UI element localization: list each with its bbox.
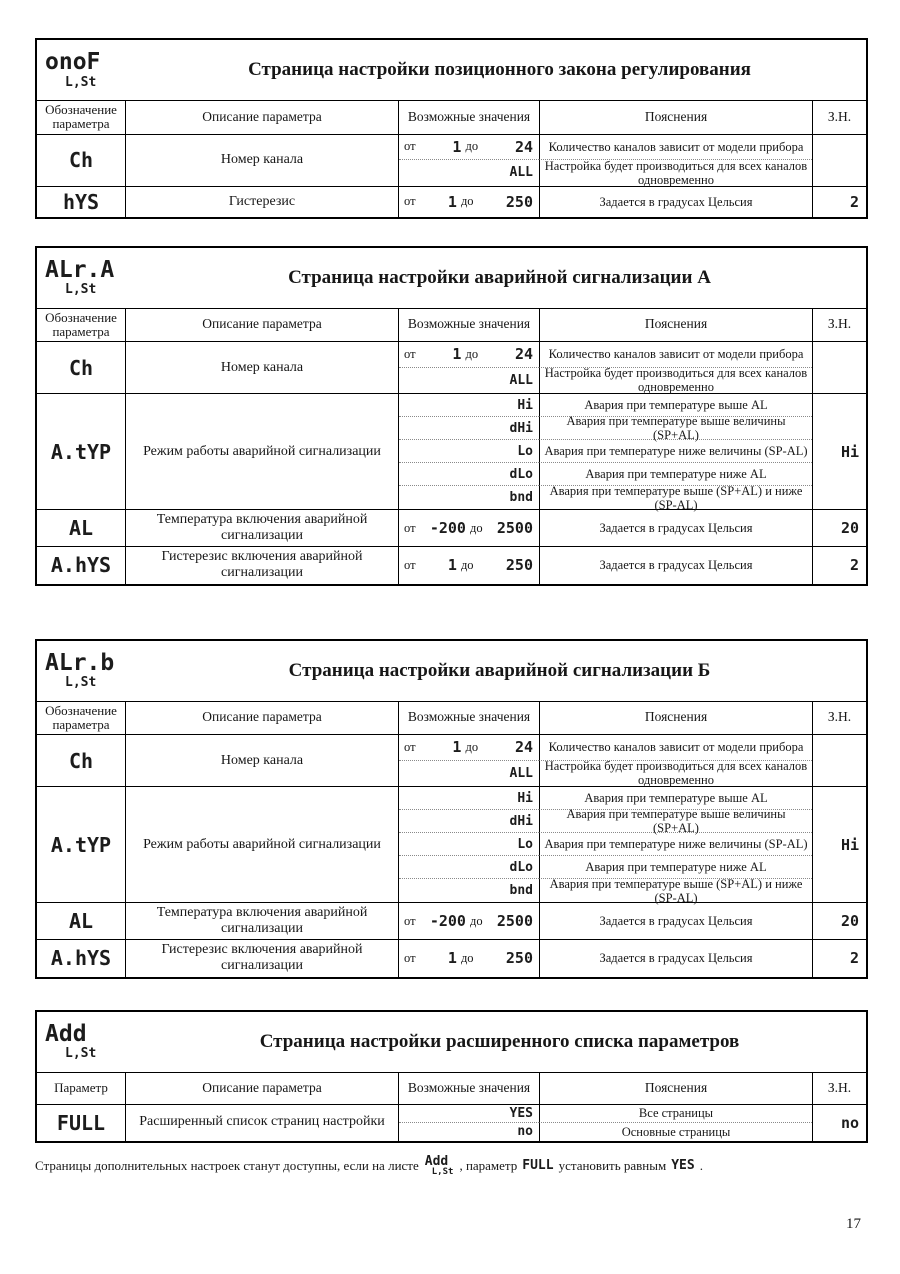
possible-values-cell [399, 879, 539, 902]
table-title-block [37, 248, 866, 308]
range-to-label: до [465, 139, 479, 154]
param-display-value: Ch [68, 355, 94, 380]
note-cell: Авария при температуре ниже AL [539, 463, 812, 486]
description-cell: Режим работы аварийной сигнализации [125, 394, 398, 509]
footnote-text-before: Страницы дополнительных настроек станут доступны, если на листе [35, 1157, 419, 1173]
table-row [37, 134, 866, 186]
note-cell: Задается в градусах Цельсия [539, 903, 812, 939]
range-from-value: 1 [447, 556, 457, 575]
values-notes-cell [398, 1105, 812, 1141]
range-from-value: 1 [447, 192, 457, 211]
note-cell: Авария при температуре ниже величины (SP-AL) [539, 833, 812, 856]
value-subrow [399, 547, 812, 583]
option-value: ALL [509, 372, 533, 388]
param-display-value: A.tYP [50, 439, 112, 464]
range-to-value: 24 [514, 345, 533, 364]
option-value: Lo [517, 836, 533, 852]
param-cell [37, 1105, 125, 1141]
description-cell: Гистерезис включения аварийной сигнализации [125, 547, 398, 583]
value-subrow [399, 510, 812, 546]
table-row [37, 734, 866, 786]
footnote-text-after: установить равным [558, 1157, 667, 1173]
column-header: Описание параметра [125, 101, 398, 134]
default-value-cell [812, 547, 866, 583]
param-display-value: Ch [68, 748, 94, 773]
settings-table [35, 1010, 868, 1143]
page-label-bottom: L,St [65, 282, 97, 298]
table-row [37, 341, 866, 393]
note-cell: Количество каналов зависит от модели прибора [539, 135, 812, 161]
table-row [37, 186, 866, 217]
range-to-value: 2500 [496, 519, 533, 538]
description-cell: Расширенный список страниц настройки [125, 1105, 398, 1141]
possible-values-cell [399, 903, 539, 939]
value-subrow [399, 1123, 812, 1141]
page-content [35, 38, 868, 1177]
page-label [37, 46, 133, 93]
value-subrow [399, 1105, 812, 1123]
column-header: Описание параметра [125, 309, 398, 342]
possible-values-cell [399, 833, 539, 856]
option-value: dHi [509, 813, 533, 829]
column-header: Возможные значения [398, 101, 539, 134]
table-title: Страница настройки расширенного списка параметров [259, 1030, 740, 1052]
settings-table [35, 38, 868, 219]
value-subrow [399, 833, 812, 856]
range-from-value: 1 [452, 738, 462, 757]
note-cell: Настройка будет производиться для всех каналов одновременно [539, 761, 812, 787]
range-from-label: от [404, 139, 416, 154]
seg-label-list: L,St [431, 1166, 454, 1177]
range-mid-group [430, 912, 483, 930]
param-cell [37, 394, 125, 509]
table-header-row [37, 701, 866, 735]
default-display-value: 20 [840, 519, 859, 538]
possible-values-cell [399, 187, 539, 217]
table-row [37, 786, 866, 905]
values-notes-cell [398, 787, 812, 905]
footnote-text-end: . [699, 1157, 703, 1173]
param-display-value: Ch [68, 148, 94, 173]
column-header: З.Н. [812, 309, 866, 342]
param-display-value: A.tYP [50, 832, 112, 857]
default-value-cell [812, 135, 866, 186]
param-display-value: A.hYS [50, 553, 112, 578]
note-cell: Авария при температуре выше (SP+AL) и ниже (SP-AL) [539, 486, 812, 509]
range-to-value: 2500 [496, 912, 533, 931]
tables-container [35, 38, 868, 1143]
possible-values-cell [399, 547, 539, 583]
range-to-label: до [469, 913, 483, 928]
range-to-value: 250 [505, 556, 533, 575]
value-subrow [399, 414, 812, 443]
default-value-cell [812, 940, 866, 976]
note-cell: Задается в градусах Цельсия [539, 510, 812, 546]
description-cell: Температура включения аварийной сигнализации [125, 903, 398, 939]
note-cell: Все страницы [539, 1105, 812, 1123]
page-label-bottom: L,St [65, 74, 97, 90]
note-cell: Авария при температуре выше AL [539, 394, 812, 417]
column-header: Обозначение параметра [45, 309, 117, 339]
value-subrow [399, 135, 812, 161]
param-display-value: hYS [62, 189, 100, 214]
param-cell [37, 787, 125, 902]
column-header: З.Н. [812, 1073, 866, 1104]
param-cell [37, 903, 125, 939]
table-row [37, 902, 866, 939]
values-notes-cell [398, 394, 812, 512]
values-notes-cell [398, 510, 812, 546]
value-subrow [399, 876, 812, 905]
range-to-value: 24 [514, 738, 533, 757]
default-display-value: 2 [849, 949, 859, 968]
page-label [37, 1018, 133, 1065]
possible-values-cell [399, 856, 539, 879]
description-cell: Номер канала [125, 342, 398, 393]
range-mid-group [452, 345, 478, 363]
column-header: З.Н. [812, 702, 866, 735]
table-title: Страница настройки аварийной сигнализации А [288, 266, 711, 288]
default-display-value: Hi [840, 835, 859, 854]
table-header-row [37, 308, 866, 342]
range-mid-group [448, 556, 474, 574]
default-value-cell [812, 735, 866, 786]
range-from-label: от [404, 913, 416, 928]
range-from-label: от [404, 739, 416, 754]
column-header: Пояснения [539, 309, 812, 342]
note-cell: Количество каналов зависит от модели прибора [539, 342, 812, 368]
values-notes-cell [398, 135, 812, 186]
note-cell: Настройка будет производиться для всех каналов одновременно [539, 368, 812, 394]
default-display-value: 20 [840, 912, 859, 931]
possible-values-cell [399, 368, 539, 394]
values-notes-cell [398, 342, 812, 393]
description-cell: Режим работы аварийной сигнализации [125, 787, 398, 902]
table-row [37, 509, 866, 546]
note-cell: Авария при температуре ниже величины (SP-AL) [539, 440, 812, 463]
possible-values-cell [399, 463, 539, 486]
note-cell: Авария при температуре выше (SP+AL) и ниже (SP-AL) [539, 879, 812, 902]
default-display-value: Hi [840, 442, 859, 461]
table-row [37, 546, 866, 583]
add-list-page-label [425, 1155, 454, 1177]
table-title: Страница настройки позиционного закона регулирования [248, 59, 751, 80]
range-from-label: от [404, 557, 416, 572]
range-to-label: до [460, 194, 474, 209]
note-cell: Задается в градусах Цельсия [539, 547, 812, 583]
default-value-cell [812, 903, 866, 939]
param-cell [37, 547, 125, 583]
value-subrow [399, 903, 812, 939]
description-cell: Гистерезис [125, 187, 398, 217]
range-from-value: -200 [429, 912, 466, 931]
page-label-bottom: L,St [65, 1046, 97, 1062]
description-cell: Температура включения аварийной сигнализации [125, 510, 398, 546]
option-value: Hi [517, 790, 533, 806]
value-subrow [399, 440, 812, 463]
default-value-cell [812, 510, 866, 546]
range-from-value: 1 [447, 949, 457, 968]
possible-values-cell [399, 1123, 539, 1141]
column-header: Пояснения [539, 702, 812, 735]
description-cell: Номер канала [125, 135, 398, 186]
value-subrow [399, 483, 812, 512]
page-label-top: Add [45, 1020, 87, 1047]
possible-values-cell [399, 810, 539, 833]
range-from-label: от [404, 520, 416, 535]
table-title-block [37, 641, 866, 701]
values-notes-cell [398, 903, 812, 939]
possible-values-cell [399, 761, 539, 787]
default-value-cell [812, 787, 866, 902]
range-from-label: от [404, 194, 416, 209]
range-from-value: 1 [452, 345, 462, 364]
param-display-value: A.hYS [50, 946, 112, 971]
column-header: Описание параметра [125, 702, 398, 735]
page-label-top: ALr.A [45, 257, 115, 284]
note-cell: Авария при температуре выше величины (SP+AL) [539, 417, 812, 440]
possible-values-cell [399, 486, 539, 509]
footnote [35, 1155, 868, 1177]
column-header: Обозначение параметра [45, 702, 117, 732]
default-value-cell [812, 342, 866, 393]
note-cell: Задается в градусах Цельсия [539, 940, 812, 976]
value-subrow [399, 761, 812, 787]
range-mid-group [448, 193, 474, 211]
param-cell [37, 135, 125, 186]
possible-values-cell [399, 342, 539, 368]
option-value: no [517, 1124, 533, 1140]
range-to-label: до [465, 346, 479, 361]
range-to-value: 250 [505, 949, 533, 968]
note-cell: Основные страницы [539, 1123, 812, 1141]
table-header-row [37, 1072, 866, 1104]
option-value: dLo [509, 466, 533, 482]
note-cell: Авария при температуре выше AL [539, 787, 812, 810]
default-value-cell [812, 1105, 866, 1141]
table-title: Страница настройки аварийной сигнализации Б [288, 659, 711, 681]
option-value: dLo [509, 859, 533, 875]
value-subrow [399, 807, 812, 836]
possible-values-cell [399, 160, 539, 186]
range-from-label: от [404, 950, 416, 965]
table-row [37, 1104, 866, 1141]
possible-values-cell [399, 1105, 539, 1123]
param-cell [37, 510, 125, 546]
page-label-top: ALr.b [45, 649, 115, 676]
option-value: bnd [509, 883, 533, 899]
range-to-label: до [469, 520, 483, 535]
range-to-label: до [460, 557, 474, 572]
range-mid-group [430, 519, 483, 537]
values-notes-cell [398, 940, 812, 976]
option-value: ALL [509, 165, 533, 181]
range-from-value: -200 [429, 519, 466, 538]
note-cell: Авария при температуре ниже AL [539, 856, 812, 879]
possible-values-cell [399, 440, 539, 463]
value-subrow [399, 160, 812, 186]
possible-values-cell [399, 394, 539, 417]
value-subrow [399, 735, 812, 761]
description-cell: Гистерезис включения аварийной сигнализации [125, 940, 398, 976]
page-number: 17 [846, 1216, 861, 1232]
value-subrow [399, 342, 812, 368]
range-to-value: 24 [514, 137, 533, 156]
param-display-value: FULL [56, 1110, 106, 1135]
possible-values-cell [399, 787, 539, 810]
range-from-value: 1 [452, 137, 462, 156]
column-header: Возможные значения [398, 1073, 539, 1104]
param-cell [37, 187, 125, 217]
param-cell [37, 735, 125, 786]
param-cell [37, 342, 125, 393]
values-notes-cell [398, 187, 812, 217]
note-cell: Авария при температуре выше величины (SP+AL) [539, 810, 812, 833]
settings-table [35, 639, 868, 979]
possible-values-cell [399, 417, 539, 440]
settings-table [35, 246, 868, 586]
column-header: Пояснения [539, 101, 812, 134]
page-label [37, 647, 133, 694]
range-to-label: до [460, 950, 474, 965]
option-value: Lo [517, 443, 533, 459]
column-header: Пояснения [539, 1073, 812, 1104]
option-value: ALL [509, 765, 533, 781]
param-display-value: AL [68, 516, 94, 541]
value-subrow [399, 940, 812, 976]
column-header: Описание параметра [125, 1073, 398, 1104]
seg-param-full: FULL [522, 1158, 554, 1174]
table-row [37, 393, 866, 512]
value-subrow [399, 187, 812, 217]
values-notes-cell [398, 547, 812, 583]
default-display-value: 2 [849, 192, 859, 211]
default-display-value: 2 [849, 556, 859, 575]
range-to-value: 250 [505, 192, 533, 211]
seg-value-yes: YES [671, 1158, 695, 1174]
description-cell: Номер канала [125, 735, 398, 786]
note-cell: Настройка будет производиться для всех каналов одновременно [539, 160, 812, 186]
column-header: Возможные значения [398, 309, 539, 342]
default-display-value: no [840, 1113, 859, 1132]
note-cell: Задается в градусах Цельсия [539, 187, 812, 217]
value-subrow [399, 368, 812, 394]
footnote-text-middle: , параметр [459, 1157, 518, 1173]
option-value: dHi [509, 420, 533, 436]
param-cell [37, 940, 125, 976]
table-title-block [37, 40, 866, 100]
possible-values-cell [399, 135, 539, 161]
column-header: Возможные значения [398, 702, 539, 735]
column-header: Параметр [54, 1079, 108, 1095]
column-header: З.Н. [812, 101, 866, 134]
default-value-cell [812, 187, 866, 217]
page-label-top: onoF [45, 49, 101, 76]
option-value: Hi [517, 397, 533, 413]
note-cell: Количество каналов зависит от модели прибора [539, 735, 812, 761]
range-mid-group [452, 738, 478, 756]
seg-label-add: Add [424, 1153, 449, 1169]
option-value: bnd [509, 490, 533, 506]
page-label-bottom: L,St [65, 675, 97, 691]
page-label [37, 254, 133, 301]
possible-values-cell [399, 510, 539, 546]
column-header: Обозначение параметра [45, 102, 117, 132]
table-row [37, 939, 866, 976]
table-header-row [37, 100, 866, 134]
table-title-block [37, 1012, 866, 1072]
range-to-label: до [465, 739, 479, 754]
possible-values-cell [399, 735, 539, 761]
values-notes-cell [398, 735, 812, 786]
option-value: YES [509, 1105, 533, 1121]
possible-values-cell [399, 940, 539, 976]
range-from-label: от [404, 346, 416, 361]
param-display-value: AL [68, 909, 94, 934]
range-mid-group [452, 138, 478, 156]
default-value-cell [812, 394, 866, 509]
range-mid-group [448, 949, 474, 967]
